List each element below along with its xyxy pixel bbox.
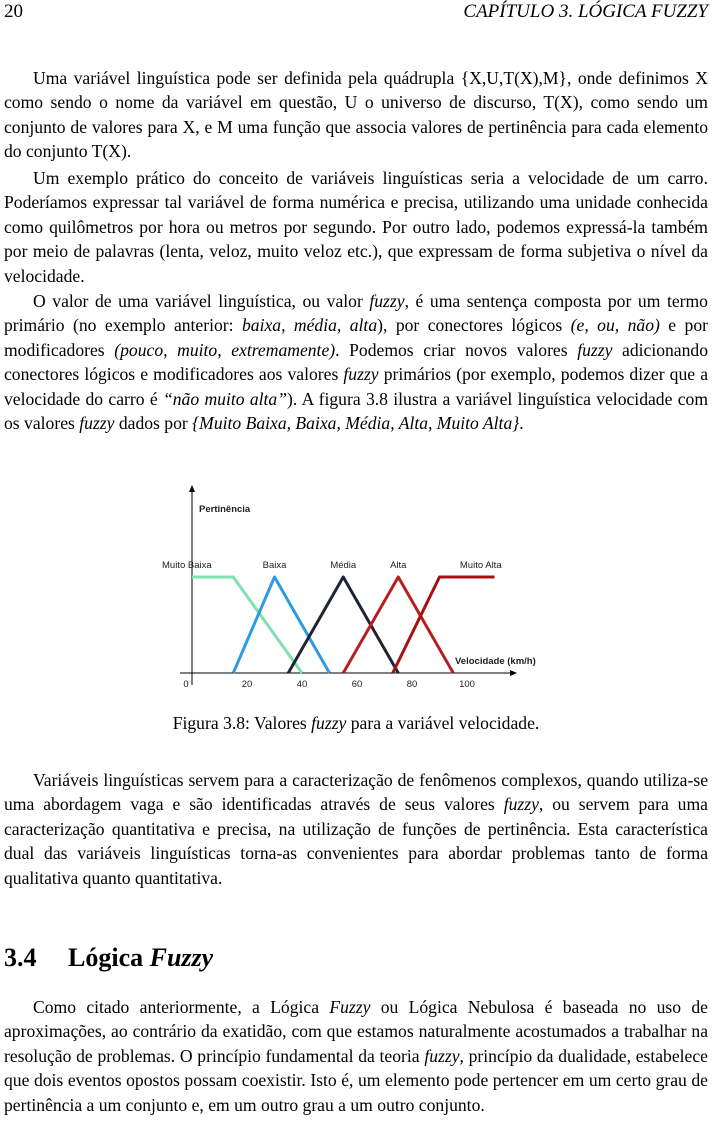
text-run-italic: Fuzzy [329,997,371,1017]
running-head [4,0,708,24]
x-tick-label: 0 [183,679,189,690]
text-run: , é uma sentença composta por um termo primário (no exemplo anterior: [4,291,708,336]
text-run: dados por [114,413,193,434]
section-title-italic: Fuzzy [149,943,214,972]
text-run-italic: fuzzy [79,413,115,434]
x-axis-label: Velocidade (km/h) [455,656,536,667]
paragraph-linguistic-variable-definition: Uma variável linguística pode ser definida pela quádrupla {X,U,T(X),M}, onde definimos X como sendo o nome da variável em questão, U o universo de discurso, T(X), como sendo um conjunto de valores para X, e M uma função que associa valores de pertinência para cada elemento do conjunto T(X). [4,68,708,162]
paragraph-speed-example: Um exemplo prático do conceito de variáveis linguísticas seria a velocidade de um carro. Poderíamos expressar tal variável de forma numérica e precisa, utilizando uma unidade conhecida como quilômetros por hora ou metros por segundo. Por outro lado, podemos expressá-la também por meio de palavras (lenta, veloz, muito veloz etc.), que expressam de forma subjetiva o nível da velocidade. [4,168,708,286]
x-tick-label: 40 [296,679,308,690]
caption-text: para a variável velocidade. [346,713,540,733]
text-run: . Podemos criar novos valores [335,339,578,360]
text-run: e por modificadores [4,315,709,360]
caption-text: Figura 3.8: Valores [172,713,312,733]
text-run: Como citado anteriormente, a Lógica [33,997,330,1017]
text-run-italic: fuzzy [369,291,405,311]
x-tick-labels [183,679,475,690]
text-run-italic: {Muito Baixa, Baixa, Média, Alta, Muito Alta} [192,413,520,434]
text-run-italic: baixa, média, alta [241,315,378,336]
series-labels [162,560,502,571]
series-label-muito-baixa: Muito Baixa [162,560,212,571]
membership-chart [150,480,570,692]
chapter-title: CAPÍTULO 3. LÓGICA FUZZY [463,1,708,22]
text-run-italic: (pouco, muito, extremamente) [114,339,336,360]
series-layer [192,577,495,673]
x-tick-label: 100 [459,679,475,690]
text-run: adicionando conectores lógicos e modificadores aos valores [4,339,708,385]
y-axis-label: Pertinência [199,504,251,515]
text-run: O valor de uma variável linguística, ou valor [33,291,370,311]
page-number: 20 [4,1,23,22]
text-run: , ou servem para uma caracterização quantitativa e precisa, na utilização de funções de pertinência. Esta característica dual das variáveis linguísticas torna-as convenientes para abordar problemas tanto de forma qualitativa quanto quantitativa. [4,794,708,888]
x-tick-label: 80 [406,679,418,690]
x-tick-label: 60 [351,679,363,690]
y-axis-arrow [189,485,195,492]
paragraph-linguistic-variables-use [4,768,708,890]
series-label-baixa: Baixa [262,560,287,571]
x-tick-label: 20 [241,679,253,690]
figure-caption [4,711,708,735]
series-line-média [288,577,398,673]
section-number: 3.4 [4,943,37,972]
series-label-muito-alta: Muito Alta [459,560,502,571]
x-axis-arrow [510,670,517,676]
text-run-italic: fuzzy [577,339,613,360]
series-label-média: Média [330,560,357,571]
text-run: primários (por exemplo, podemos dizer que a velocidade do carro é [4,364,709,409]
text-run: ). A figura 3.8 ilustra a variável linguística velocidade com os valores [4,388,708,434]
text-run-italic: fuzzy [503,794,539,815]
figure-fuzzy-speed-chart [150,480,570,692]
series-label-alta: Alta [390,560,407,571]
text-run: ), por conectores lógicos [377,315,571,336]
section-title: Lógica [68,943,150,972]
section-heading [4,941,708,975]
text-run: , princípio da dualidade, estabelece que dois eventos opostos possam coexistir. Isto é, um elemento pode pertencer em um certo grau de pertinência a um conjunto e, em um outro grau a um outro conjunto. [4,1045,708,1115]
caption-italic: fuzzy [311,713,347,733]
text-run: Variáveis linguísticas servem para a caracterização de fenômenos complexos, quando utiliza-se uma abordagem vaga e são identificadas através de seus valores [4,770,708,815]
text-run-italic: “não muito alta” [162,388,287,409]
paragraph-fuzzy-value [4,289,708,435]
text-run: . [519,413,524,434]
series-line-muito-baixa [192,577,302,673]
text-run-italic: (e, ou, não) [570,315,660,336]
text-run-italic: fuzzy [343,364,379,385]
paragraph-fuzzy-logic-intro [4,995,708,1117]
text-run: ou Lógica Nebulosa é baseada no uso de aproximações, ao contrário da exatidão, com que estamos naturalmente acostumados a trabalhar na resolução de problemas. O princípio fundamental da teoria [4,997,708,1066]
text-run-italic: fuzzy [424,1045,460,1066]
